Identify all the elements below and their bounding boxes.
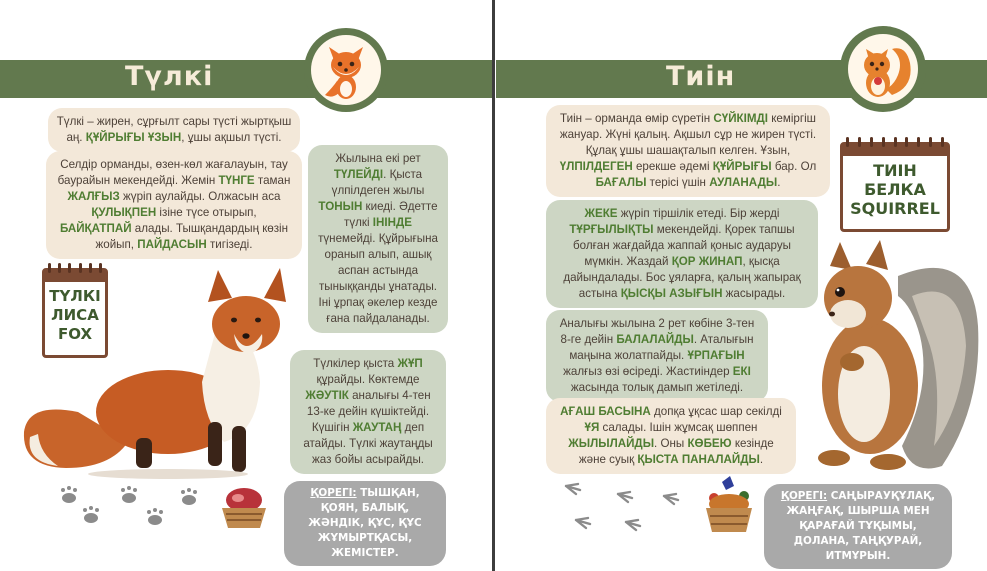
- calendar-name-english: SQUIRREL: [850, 199, 940, 218]
- highlight-term: ҚУЛЫҚПЕН: [91, 206, 157, 219]
- highlight-term: БАЛАЛАЙДЫ: [616, 333, 694, 346]
- highlight-term: ТҰРҒЫЛЫҚТЫ: [569, 223, 654, 236]
- highlight-term: ТҮНГЕ: [218, 174, 255, 187]
- highlight-term: ПАЙДАСЫН: [137, 238, 207, 251]
- info-box-breeding: Түлкілер қыста ЖҰП құрайды. Көктемде ЖӘУТІК аналығы 4-тен 13-ке дейін күшіктейді. Күшігін ЖАУТАҢ деп атайды. Түлкі жаутаңды жаз бойы асырайды.: [290, 350, 446, 474]
- highlight-term: ТҮЛЕЙДІ: [333, 168, 384, 181]
- highlight-term: ЖАУТАҢ: [352, 421, 402, 434]
- highlight-term: ЖЫЛЫЛАЙДЫ: [568, 437, 655, 450]
- highlight-term: АУЛАНАДЫ: [709, 176, 778, 189]
- highlight-term: ЖЕКЕ: [584, 207, 618, 220]
- highlight-term: ҚЫСТА ПАНАЛАЙДЫ: [637, 453, 760, 466]
- left-page: [0, 0, 493, 571]
- highlight-term: ҰЯ: [584, 421, 600, 434]
- paw-prints-icon: [55, 484, 215, 532]
- highlight-term: ҮЛПІЛДЕГЕН: [559, 160, 633, 173]
- squirrel-cartoon-medallion: [840, 26, 926, 112]
- highlight-term: КӨБЕЮ: [687, 437, 732, 450]
- highlight-term: ЖӘУТІК: [305, 389, 349, 402]
- right-page: [496, 0, 987, 571]
- book-spine: [492, 0, 495, 571]
- calendar-name-russian: ЛИСА: [51, 306, 99, 324]
- info-box-offspring: Аналығы жылына 2 рет көбіне 3-тен 8-ге дейін БАЛАЛАЙДЫ. Аталығын маңына жолатпайды. ҰРПАҒЫН жалғыз өзі өсіреді. Жастиіндер ЕКІ жасында толық дамып жетіледі.: [546, 310, 768, 402]
- highlight-term: ҚҰЙРЫҒЫ ҰЗЫН: [85, 131, 182, 144]
- food-basket-icon: [700, 476, 758, 536]
- calendar-name-kazakh: ТҮЛКІ: [49, 287, 101, 305]
- page-title: Тиін: [666, 61, 736, 92]
- highlight-term: ТОНЫН: [318, 200, 363, 213]
- info-box-moulting: Жылына екі рет ТҮЛЕЙДІ. Қыста үлпілдеген жылы ТОНЫН киеді. Әдетте түлкі ІНІНДЕ түнемейді. Құйрығына оранып алып, ашық аспан астында тыныққанды ұнатады. Іні ұрпақ әкелер кезде ғана пайдаланады.: [308, 145, 448, 333]
- squirrel-tracks-icon: [546, 476, 696, 536]
- highlight-term: ҚҰЙРЫҒЫ: [712, 160, 772, 173]
- info-box-appearance: Тиін – орманда өмір сүретін СҮЙКІМДІ кеміргіш жануар. Жүні қалың. Ақшыл сұр не жирен түсті. Құлақ ұшы шашақталып келген. Ұзын, ҮЛПІЛДЕГЕН ерекше әдемі ҚҰЙРЫҒЫ бар. Ол БАҒАЛЫ терісі үшін АУЛАНАДЫ.: [546, 105, 830, 197]
- highlight-term: ҚОР ЖИНАП: [671, 255, 743, 268]
- highlight-term: БАҒАЛЫ: [595, 176, 647, 189]
- info-box-lifestyle: ЖЕКЕ жүріп тіршілік етеді. Бір жерді ТҰРҒЫЛЫҚТЫ мекендейді. Қорек тапшы болған жағдайда жаппай қоныс аударуы мүмкін. Жаздай ҚОР ЖИНАП, қысқа дайындалады. Бос ұяларға, қалың жапырақ астына ҚЫСҚЫ АЗЫҒЫН жасырады.: [546, 200, 818, 308]
- calendar-name-russian: БЕЛКА: [864, 180, 926, 199]
- calendar-name-kazakh: ТИІН: [873, 161, 917, 180]
- highlight-term: ҰРПАҒЫН: [687, 349, 745, 362]
- fox-cartoon-medallion: [304, 28, 388, 112]
- name-calendar-card: [840, 142, 950, 232]
- highlight-term: ЕКІ: [732, 365, 751, 378]
- diet-label: ҚОРЕГІ:: [780, 490, 828, 502]
- highlight-term: ЖАЛҒЫЗ: [67, 190, 120, 203]
- page-title: Түлкі: [125, 61, 214, 92]
- highlight-term: ЖҰП: [397, 357, 423, 370]
- highlight-term: БАЙҚАТПАЙ: [59, 222, 132, 235]
- title-band: [0, 60, 493, 98]
- food-basket-icon: [218, 486, 270, 532]
- highlight-term: ІНІНДЕ: [372, 216, 412, 229]
- cartoon-squirrel-icon: [852, 37, 914, 101]
- diet-box: ҚОРЕГІ: ТЫШҚАН, ҚОЯН, БАЛЫҚ, ЖӘНДІК, ҚҰС, ҚҰС ЖҰМЫРТҚАСЫ, ЖЕМІСТЕР.: [284, 481, 446, 566]
- highlight-term: АҒАШ БАСЫНА: [560, 405, 651, 418]
- diet-box: ҚОРЕГІ: САҢЫРАУҚҰЛАҚ, ЖАҢҒАҚ, ШЫРША МЕН ҚАРАҒАЙ ТҰҚЫМЫ, ДОЛАНА, ТАҢҚУРАЙ, ИТМҰРЫН.: [764, 484, 952, 569]
- info-box-nest: АҒАШ БАСЫНА допқа ұқсас шар секілді ҰЯ салады. Ішін жұмсақ шөппен ЖЫЛЫЛАЙДЫ. Оны КӨБЕЮ кезінде және суық ҚЫСТА ПАНАЛАЙДЫ.: [546, 398, 796, 474]
- info-box-habitat: Селдір орманды, өзен-көл жағалауын, тау баурайын мекендейді. Жемін ТҮНГЕ таман ЖАЛҒЫЗ жүріп аулайды. Олжасын аса ҚУЛЫҚПЕН ізіне түсе отырып, БАЙҚАТПАЙ алады. Тышқандардың көзін жойып, ПАЙДАСЫН тигізеді.: [46, 151, 302, 259]
- highlight-term: ҚЫСҚЫ АЗЫҒЫН: [620, 287, 723, 300]
- calendar-name-english: FOX: [57, 325, 93, 343]
- info-box-appearance: Түлкі – жирен, сұрғылт сары түсті жыртқыш аң. ҚҰЙРЫҒЫ ҰЗЫН, ұшы ақшыл түсті.: [48, 108, 300, 152]
- fox-illustration: [18, 262, 298, 482]
- diet-label: ҚОРЕГІ:: [310, 487, 357, 499]
- squirrel-illustration: [802, 236, 982, 480]
- highlight-term: СҮЙКІМДІ: [713, 112, 768, 125]
- cartoon-fox-icon: [315, 37, 377, 103]
